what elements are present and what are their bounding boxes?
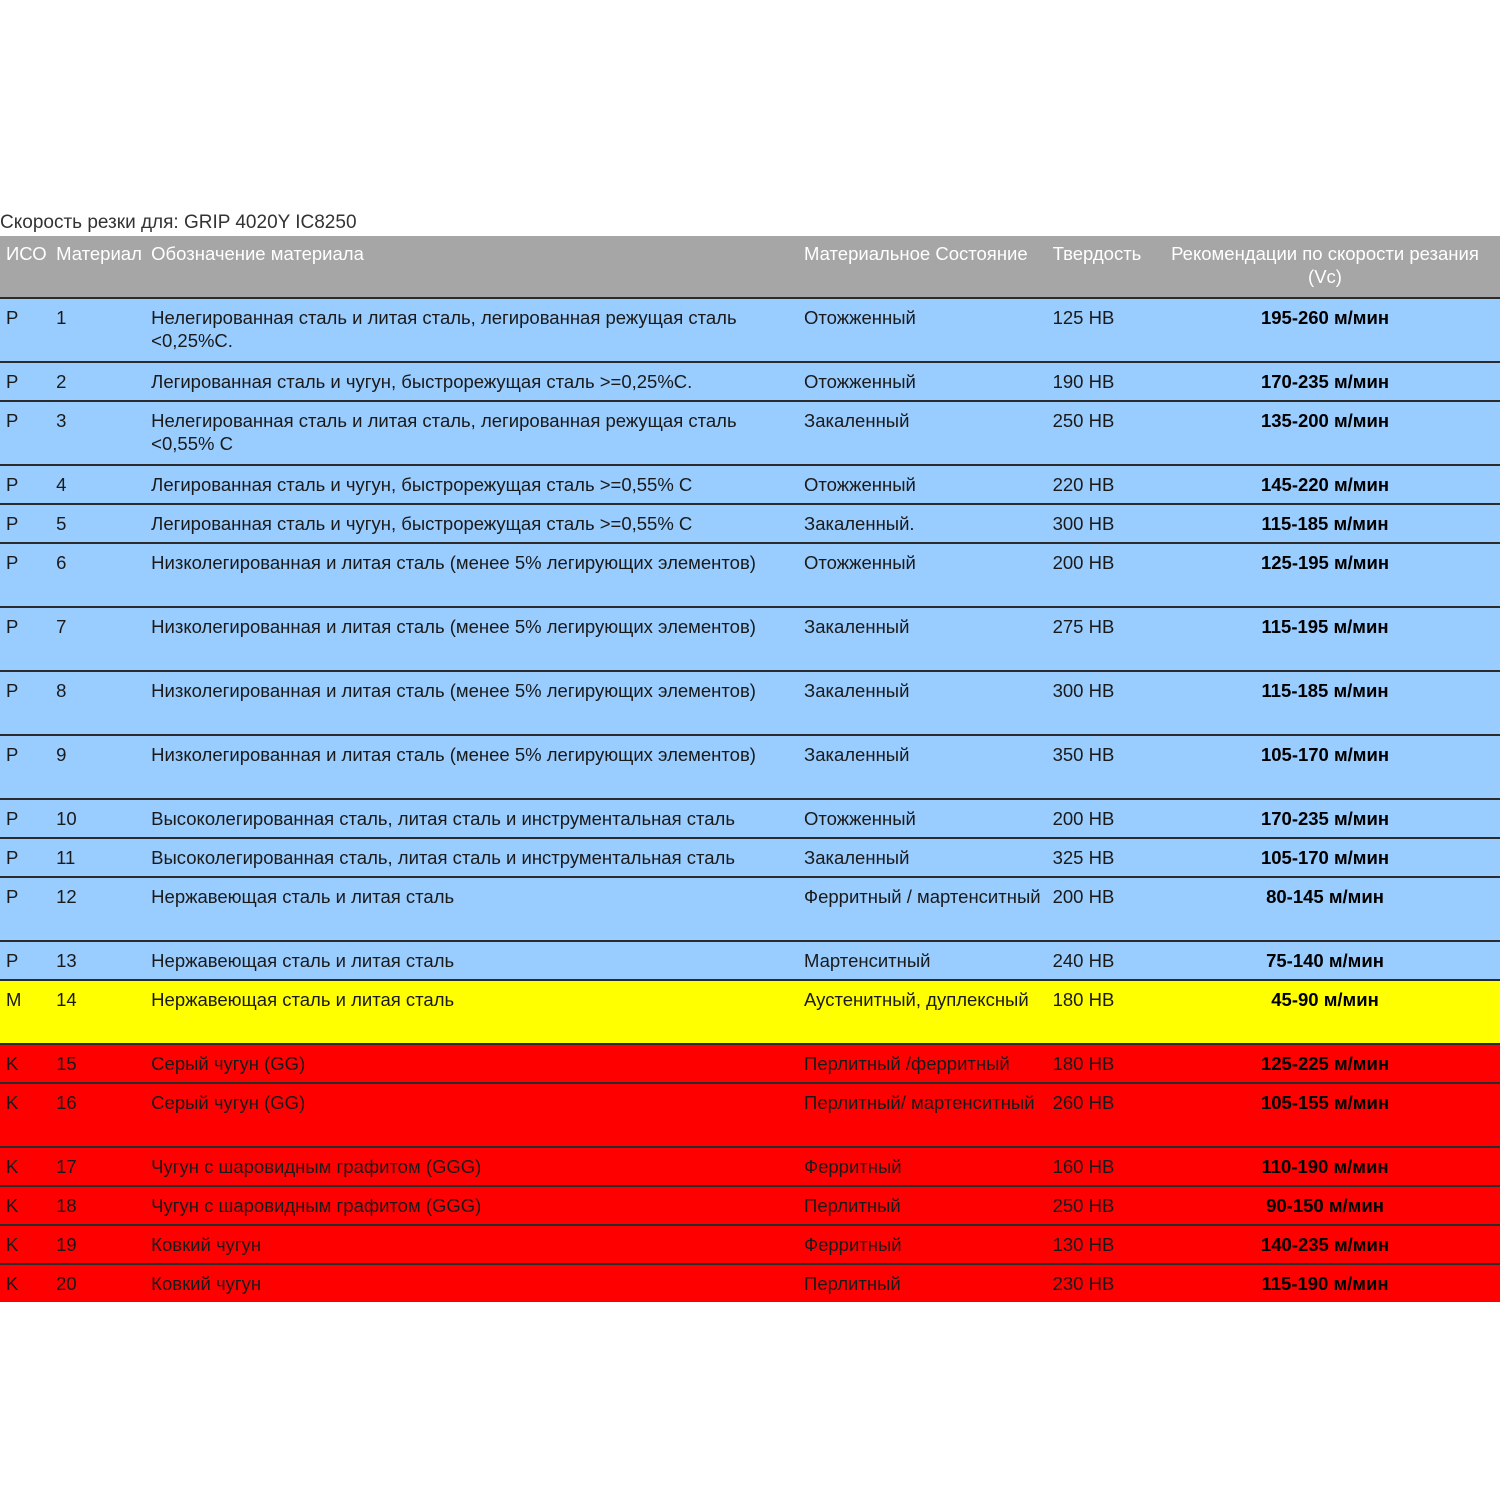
cell-iso: P bbox=[0, 799, 50, 838]
cell-speed: 125-225 м/мин bbox=[1150, 1044, 1500, 1083]
cell-hardness: 180 HB bbox=[1047, 1044, 1150, 1083]
cell-material: 11 bbox=[50, 838, 145, 877]
cell-hardness: 230 HB bbox=[1047, 1264, 1150, 1302]
cell-designation: Нержавеющая сталь и литая сталь bbox=[145, 941, 798, 980]
cell-state: Перлитный /ферритный bbox=[798, 1044, 1047, 1083]
cell-speed: 170-235 м/мин bbox=[1150, 362, 1500, 401]
cell-iso: P bbox=[0, 671, 50, 735]
cell-hardness: 260 HB bbox=[1047, 1083, 1150, 1147]
table-row bbox=[0, 671, 1500, 735]
cell-designation: Высоколегированная сталь, литая сталь и инструментальная сталь bbox=[145, 838, 798, 877]
header-material: Материал bbox=[50, 236, 145, 298]
cell-speed: 140-235 м/мин bbox=[1150, 1225, 1500, 1264]
cell-designation: Нелегированная сталь и литая сталь, легированная режущая сталь <0,55% C bbox=[145, 401, 798, 465]
cell-speed: 80-145 м/мин bbox=[1150, 877, 1500, 941]
cell-state: Отожженный bbox=[798, 543, 1047, 607]
cell-material: 10 bbox=[50, 799, 145, 838]
table-title: Скорость резки для: GRIP 4020Y IC8250 bbox=[0, 212, 357, 233]
cell-state: Закаленный bbox=[798, 735, 1047, 799]
table-row bbox=[0, 504, 1500, 543]
header-designation: Обозначение материала bbox=[145, 236, 798, 298]
cell-material: 5 bbox=[50, 504, 145, 543]
cell-material: 4 bbox=[50, 465, 145, 504]
cell-state: Ферритный / мартенситный bbox=[798, 877, 1047, 941]
cell-designation: Легированная сталь и чугун, быстрорежущая сталь >=0,55% C bbox=[145, 504, 798, 543]
cell-hardness: 275 HB bbox=[1047, 607, 1150, 671]
cell-speed: 110-190 м/мин bbox=[1150, 1147, 1500, 1186]
cell-iso: P bbox=[0, 543, 50, 607]
cell-designation: Нержавеющая сталь и литая сталь bbox=[145, 980, 798, 1044]
cell-iso: P bbox=[0, 401, 50, 465]
table-body bbox=[0, 298, 1500, 1302]
cell-state: Перлитный bbox=[798, 1264, 1047, 1302]
cell-material: 17 bbox=[50, 1147, 145, 1186]
cell-state: Отожженный bbox=[798, 465, 1047, 504]
cell-iso: K bbox=[0, 1147, 50, 1186]
cell-iso: P bbox=[0, 838, 50, 877]
cell-state: Закаленный bbox=[798, 671, 1047, 735]
cell-designation: Низколегированная и литая сталь (менее 5% легирующих элементов) bbox=[145, 543, 798, 607]
cell-material: 7 bbox=[50, 607, 145, 671]
cell-speed: 105-155 м/мин bbox=[1150, 1083, 1500, 1147]
cell-iso: P bbox=[0, 877, 50, 941]
cell-hardness: 200 HB bbox=[1047, 799, 1150, 838]
cell-designation: Легированная сталь и чугун, быстрорежущая сталь >=0,25%C. bbox=[145, 362, 798, 401]
header-row bbox=[0, 236, 1500, 298]
cell-hardness: 240 HB bbox=[1047, 941, 1150, 980]
cell-speed: 45-90 м/мин bbox=[1150, 980, 1500, 1044]
table-row bbox=[0, 1186, 1500, 1225]
cell-material: 2 bbox=[50, 362, 145, 401]
table-row bbox=[0, 980, 1500, 1044]
table-row bbox=[0, 877, 1500, 941]
table-row bbox=[0, 941, 1500, 980]
cell-state: Закаленный. bbox=[798, 504, 1047, 543]
cell-state: Аустенитный, дуплексный bbox=[798, 980, 1047, 1044]
cell-speed: 135-200 м/мин bbox=[1150, 401, 1500, 465]
cell-iso: K bbox=[0, 1044, 50, 1083]
cell-hardness: 350 HB bbox=[1047, 735, 1150, 799]
cell-iso: K bbox=[0, 1264, 50, 1302]
cell-iso: K bbox=[0, 1186, 50, 1225]
cell-hardness: 250 HB bbox=[1047, 1186, 1150, 1225]
cell-iso: K bbox=[0, 1225, 50, 1264]
cell-hardness: 300 HB bbox=[1047, 504, 1150, 543]
cell-material: 12 bbox=[50, 877, 145, 941]
header-recommendation: Рекомендации по скорости резания (Vc) bbox=[1150, 236, 1500, 298]
table-row bbox=[0, 735, 1500, 799]
cell-material: 3 bbox=[50, 401, 145, 465]
table-row bbox=[0, 401, 1500, 465]
table-row bbox=[0, 298, 1500, 362]
cell-state: Закаленный bbox=[798, 838, 1047, 877]
cutting-speed-table bbox=[0, 236, 1500, 1302]
cell-hardness: 160 HB bbox=[1047, 1147, 1150, 1186]
cell-state: Ферритный bbox=[798, 1147, 1047, 1186]
cell-hardness: 220 HB bbox=[1047, 465, 1150, 504]
cell-state: Перлитный bbox=[798, 1186, 1047, 1225]
cell-speed: 170-235 м/мин bbox=[1150, 799, 1500, 838]
cell-hardness: 250 HB bbox=[1047, 401, 1150, 465]
cell-speed: 105-170 м/мин bbox=[1150, 735, 1500, 799]
cell-material: 9 bbox=[50, 735, 145, 799]
cell-designation: Низколегированная и литая сталь (менее 5% легирующих элементов) bbox=[145, 735, 798, 799]
cell-speed: 115-185 м/мин bbox=[1150, 671, 1500, 735]
header-state: Материальное Состояние bbox=[798, 236, 1047, 298]
cell-material: 18 bbox=[50, 1186, 145, 1225]
cell-speed: 75-140 м/мин bbox=[1150, 941, 1500, 980]
table-row bbox=[0, 1044, 1500, 1083]
cell-designation: Чугун с шаровидным графитом (GGG) bbox=[145, 1147, 798, 1186]
header-iso: ИСО bbox=[0, 236, 50, 298]
cell-designation: Нелегированная сталь и литая сталь, легированная режущая сталь <0,25%C. bbox=[145, 298, 798, 362]
table-row bbox=[0, 838, 1500, 877]
table-row bbox=[0, 1147, 1500, 1186]
cell-hardness: 325 HB bbox=[1047, 838, 1150, 877]
cell-iso: P bbox=[0, 607, 50, 671]
cell-hardness: 130 HB bbox=[1047, 1225, 1150, 1264]
cell-hardness: 300 HB bbox=[1047, 671, 1150, 735]
cell-material: 1 bbox=[50, 298, 145, 362]
cell-designation: Нержавеющая сталь и литая сталь bbox=[145, 877, 798, 941]
cell-hardness: 200 HB bbox=[1047, 543, 1150, 607]
table-row bbox=[0, 799, 1500, 838]
table-row bbox=[0, 465, 1500, 504]
cell-iso: M bbox=[0, 980, 50, 1044]
cell-speed: 115-195 м/мин bbox=[1150, 607, 1500, 671]
cell-material: 19 bbox=[50, 1225, 145, 1264]
cell-iso: P bbox=[0, 465, 50, 504]
cell-iso: P bbox=[0, 504, 50, 543]
cell-designation: Чугун с шаровидным графитом (GGG) bbox=[145, 1186, 798, 1225]
table-row bbox=[0, 362, 1500, 401]
cell-state: Закаленный bbox=[798, 401, 1047, 465]
table-row bbox=[0, 1083, 1500, 1147]
cell-state: Перлитный/ мартенситный bbox=[798, 1083, 1047, 1147]
cell-speed: 115-185 м/мин bbox=[1150, 504, 1500, 543]
cell-state: Закаленный bbox=[798, 607, 1047, 671]
cell-iso: P bbox=[0, 941, 50, 980]
table-row bbox=[0, 1225, 1500, 1264]
cell-designation: Низколегированная и литая сталь (менее 5% легирующих элементов) bbox=[145, 671, 798, 735]
cell-state: Отожженный bbox=[798, 799, 1047, 838]
cell-iso: K bbox=[0, 1083, 50, 1147]
cell-iso: P bbox=[0, 298, 50, 362]
cell-hardness: 125 HB bbox=[1047, 298, 1150, 362]
cell-material: 13 bbox=[50, 941, 145, 980]
cell-designation: Низколегированная и литая сталь (менее 5% легирующих элементов) bbox=[145, 607, 798, 671]
cell-material: 20 bbox=[50, 1264, 145, 1302]
cell-material: 14 bbox=[50, 980, 145, 1044]
cell-speed: 145-220 м/мин bbox=[1150, 465, 1500, 504]
table-row bbox=[0, 607, 1500, 671]
cell-hardness: 190 HB bbox=[1047, 362, 1150, 401]
cell-state: Ферритный bbox=[798, 1225, 1047, 1264]
cell-speed: 125-195 м/мин bbox=[1150, 543, 1500, 607]
cell-speed: 90-150 м/мин bbox=[1150, 1186, 1500, 1225]
cell-designation: Серый чугун (GG) bbox=[145, 1083, 798, 1147]
table-row bbox=[0, 543, 1500, 607]
cell-hardness: 200 HB bbox=[1047, 877, 1150, 941]
cell-iso: P bbox=[0, 362, 50, 401]
table-row bbox=[0, 1264, 1500, 1302]
cell-designation: Ковкий чугун bbox=[145, 1264, 798, 1302]
cell-iso: P bbox=[0, 735, 50, 799]
cell-state: Отожженный bbox=[798, 362, 1047, 401]
cell-hardness: 180 HB bbox=[1047, 980, 1150, 1044]
header-hardness: Твердость bbox=[1047, 236, 1150, 298]
cell-designation: Высоколегированная сталь, литая сталь и инструментальная сталь bbox=[145, 799, 798, 838]
cell-material: 15 bbox=[50, 1044, 145, 1083]
cell-speed: 105-170 м/мин bbox=[1150, 838, 1500, 877]
cell-material: 8 bbox=[50, 671, 145, 735]
cell-designation: Ковкий чугун bbox=[145, 1225, 798, 1264]
cell-material: 6 bbox=[50, 543, 145, 607]
cell-state: Отожженный bbox=[798, 298, 1047, 362]
cell-designation: Легированная сталь и чугун, быстрорежущая сталь >=0,55% C bbox=[145, 465, 798, 504]
cell-material: 16 bbox=[50, 1083, 145, 1147]
cell-designation: Серый чугун (GG) bbox=[145, 1044, 798, 1083]
cell-speed: 115-190 м/мин bbox=[1150, 1264, 1500, 1302]
cell-state: Мартенситный bbox=[798, 941, 1047, 980]
cell-speed: 195-260 м/мин bbox=[1150, 298, 1500, 362]
